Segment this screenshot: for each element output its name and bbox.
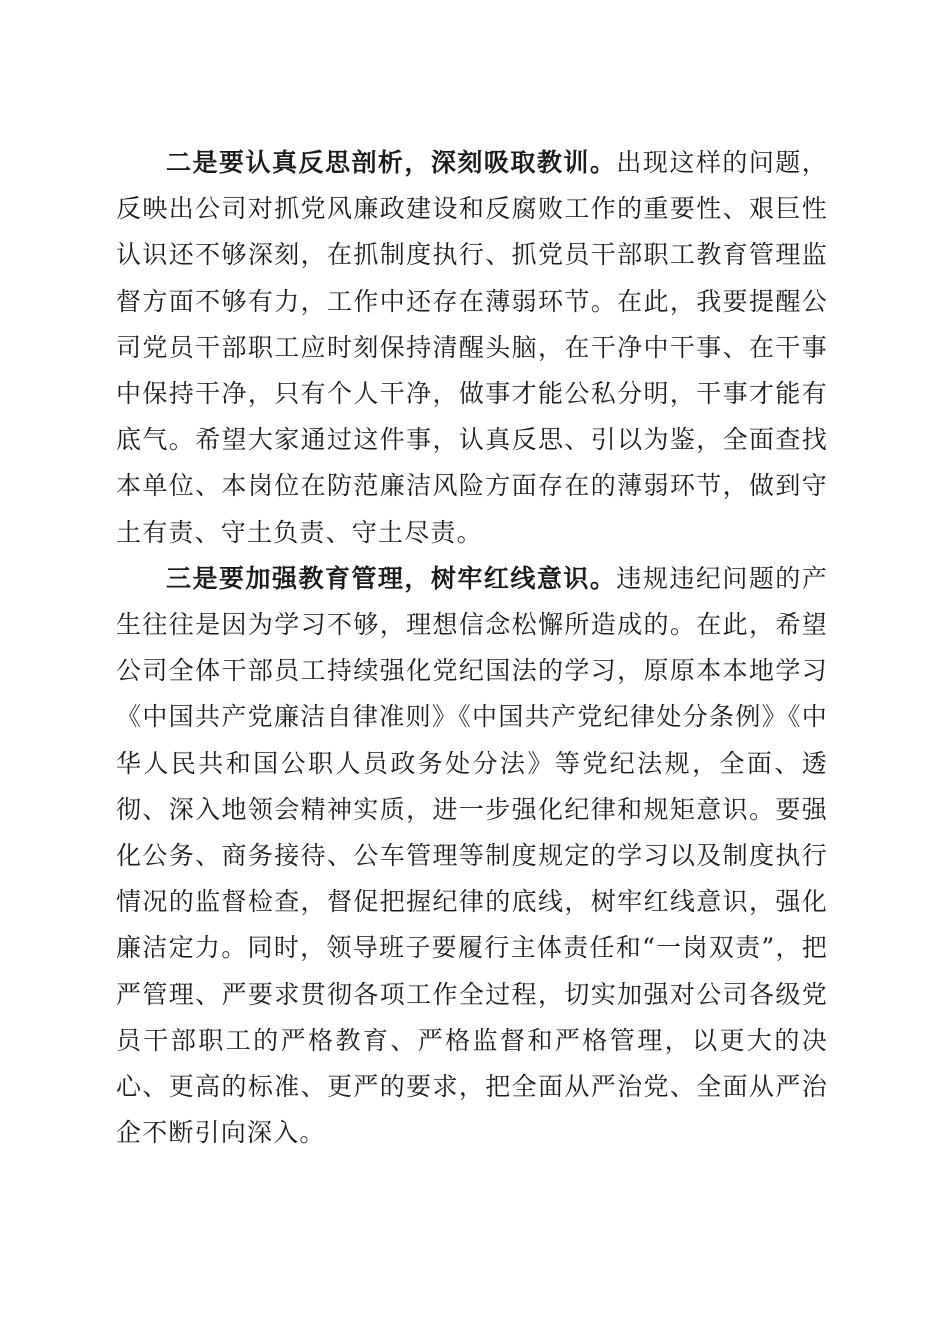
paragraph-lead-heading: 三是要加强教育管理，树牢红线意识。: [166, 563, 617, 593]
paragraph-lead-heading: 二是要认真反思剖析，深刻吸取教训。: [166, 148, 617, 177]
paragraph-body-text: 出现这样的问题，反映出公司对抓党风廉政建设和反腐败工作的重要性、艰巨性认识还不够深刻，在抓制度执行、抓党员干部职工教育管理监督方面不够有力，工作中还存在薄弱环节。在此，我要提醒公司党员干部职工应时刻保持清醒头脑，在干净中干事、在干事中保持干净，只有个人干净，做事才能公私分明，干事才能有底气。希望大家通过这件事，认真反思、引以为鉴，全面查找本单位、本岗位在防范廉洁风险方面存在的薄弱环节，做到守土有责、守土负责、守土尽责。: [116, 148, 828, 547]
paragraph-body-text: 违规违纪问题的产生往往是因为学习不够，理想信念松懈所造成的。在此，希望公司全体干部员工持续强化党纪国法的学习，原原本本地学习《中国共产党廉洁自律准则》《中国共产党纪律处分条例》《中华人民共和国公职人员政务处分法》等党纪法规，全面、透彻、深入地领会精神实质，进一步强化纪律和规矩意识。要强化公务、商务接待、公车管理等制度规定的学习以及制度执行情况的监督检查，督促把握纪律的底线，树牢红线意识，强化廉洁定力。同时，领导班子要履行主体责任和“一岗双责”，把严管理、严要求贯彻各项工作全过程，切实加强对公司各级党员干部职工的严格教育、严格监督和严格管理，以更大的决心、更高的标准、更严的要求，把全面从严治党、全面从严治企不断引向深入。: [116, 563, 828, 1148]
paragraph-education: [116, 556, 828, 1157]
paragraph-reflection: [116, 140, 828, 556]
document-body: [116, 140, 828, 1156]
